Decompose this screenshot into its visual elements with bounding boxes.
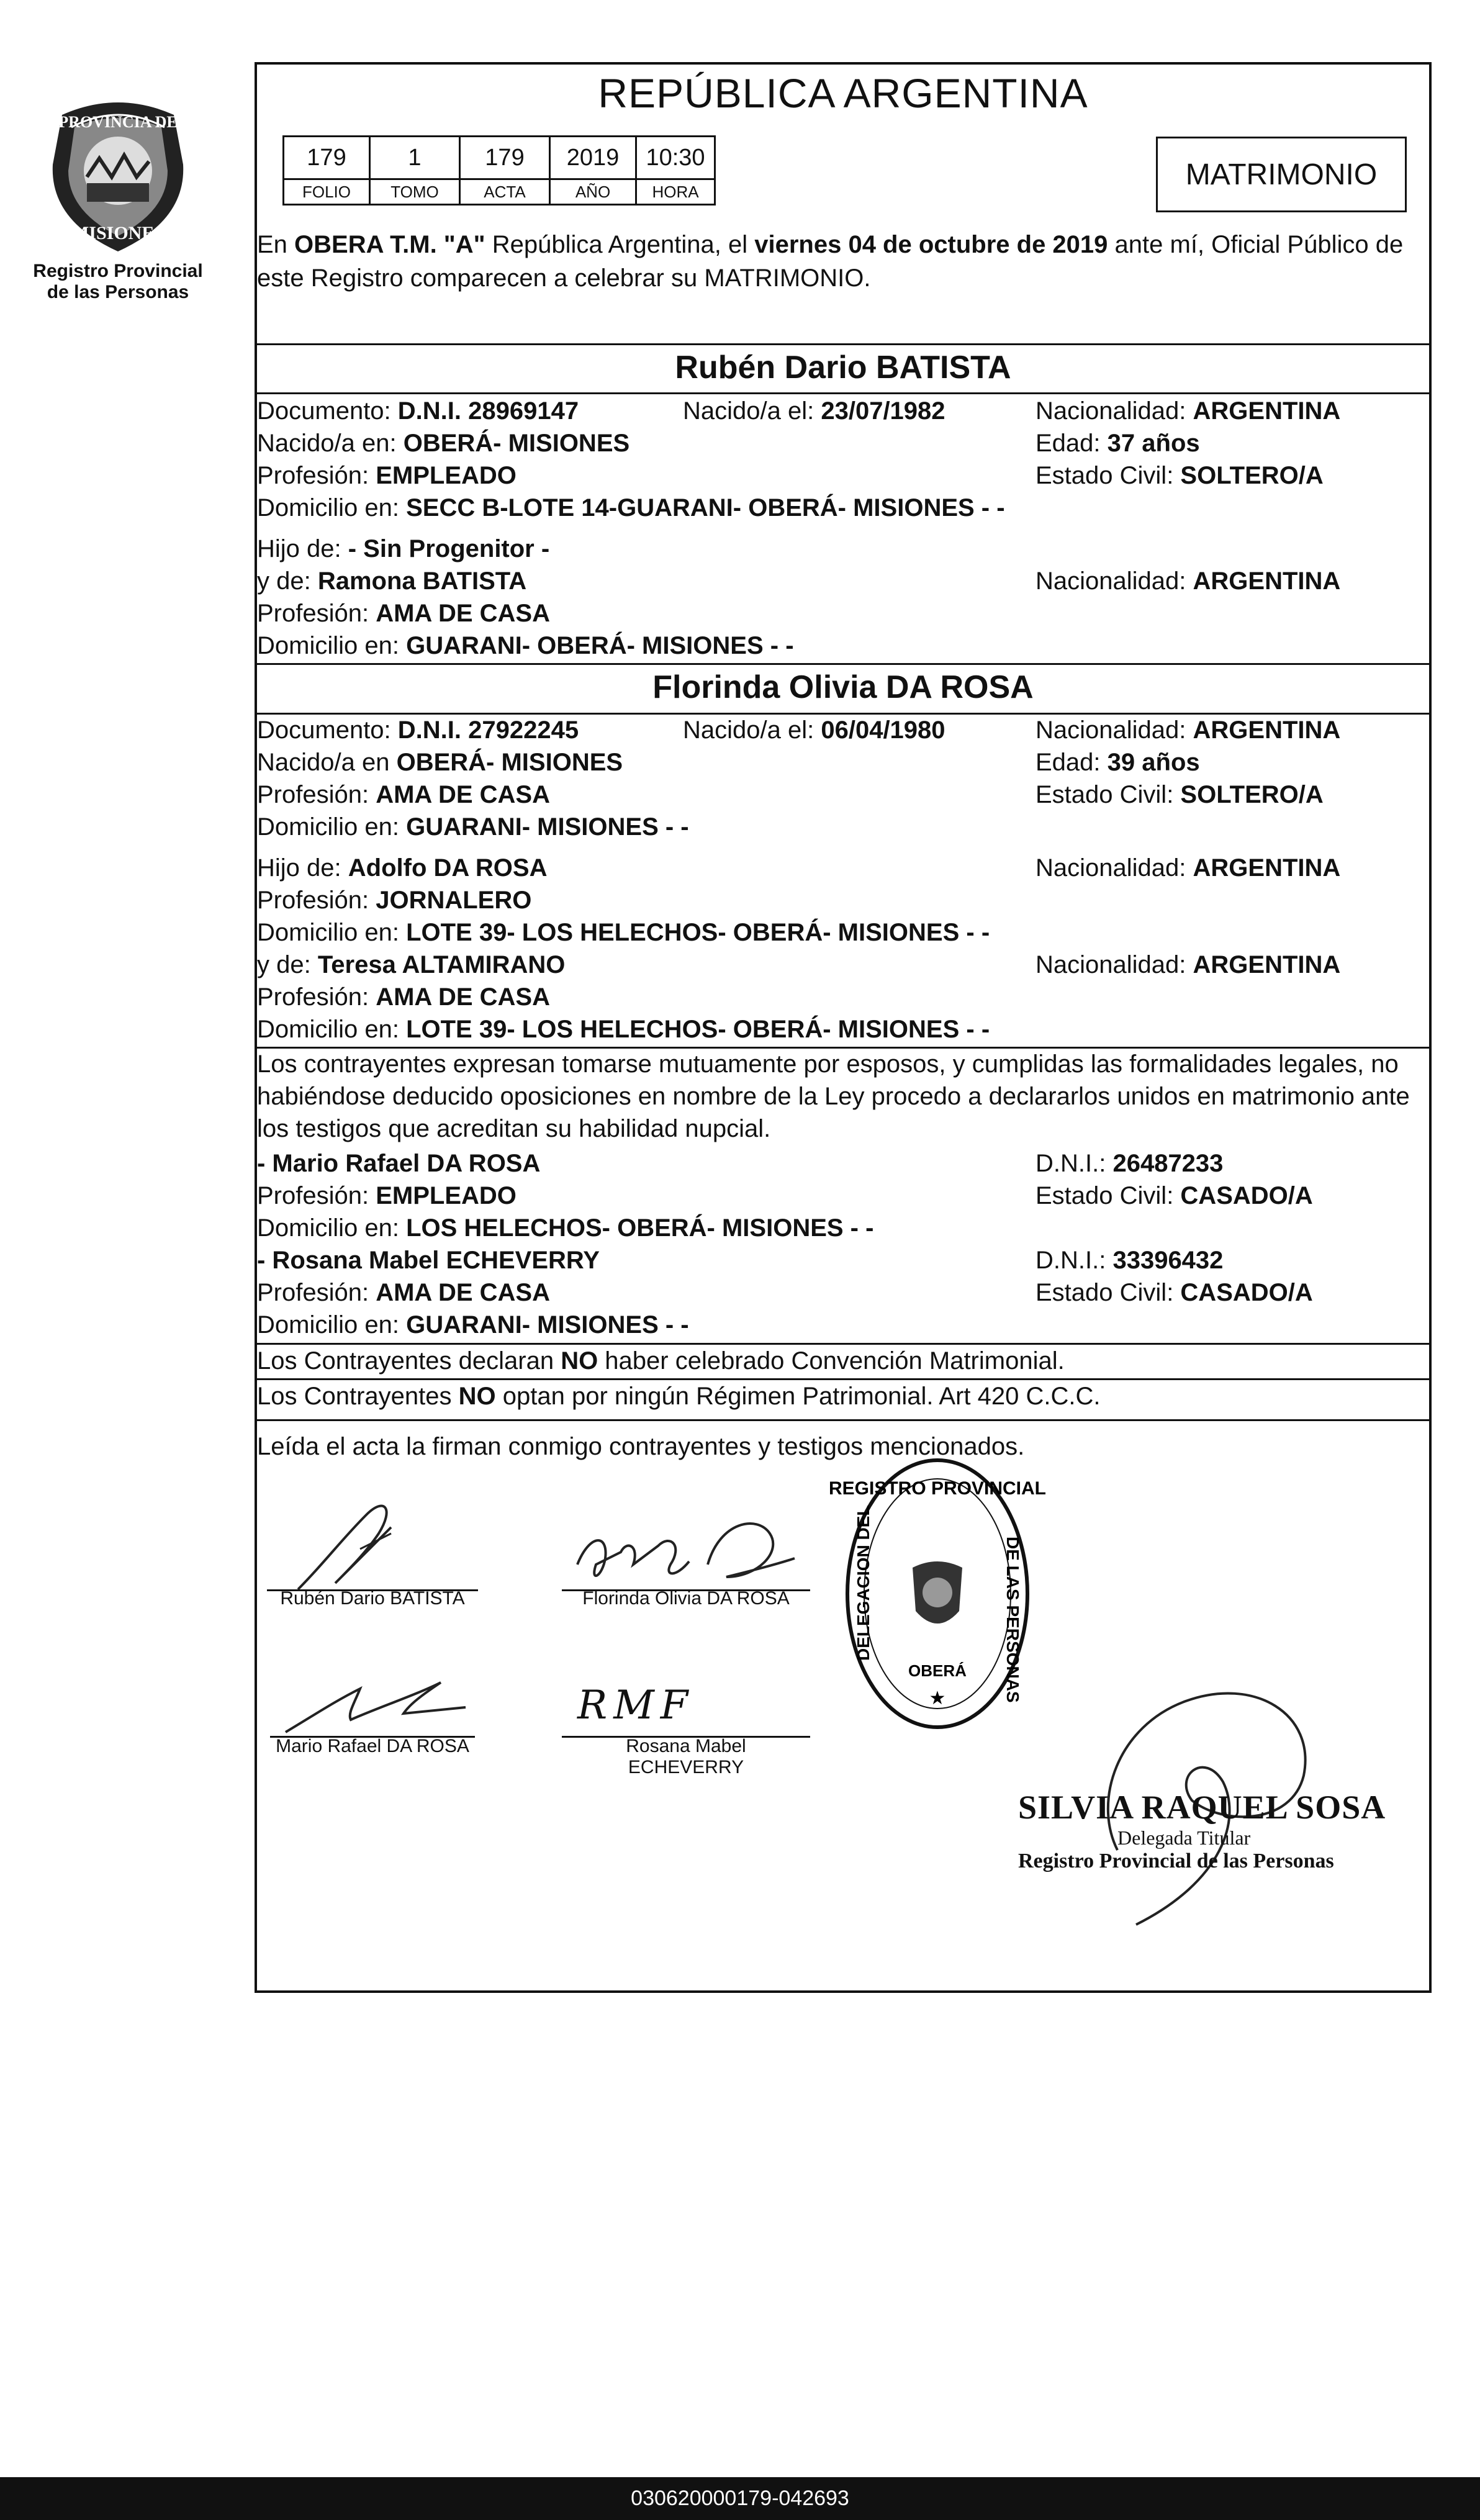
spouse1-parent1: Hijo de: - Sin Progenitor - (257, 535, 550, 562)
witness1-dni: D.N.I.: 26487233 (1036, 1150, 1224, 1177)
spouse2-nationality: Nacionalidad: ARGENTINA (1036, 716, 1341, 744)
acta-label: ACTA (460, 179, 550, 205)
signature-1-label: Rubén Dario BATISTA (280, 1588, 465, 1609)
spouse2-parent1-address: Domicilio en: LOTE 39- LOS HELECHOS- OBERÁ- MISIONES - - (257, 919, 990, 946)
spouse2-parent1-profession: Profesión: JORNALERO (257, 887, 532, 914)
spouse2-parent2-address: Domicilio en: LOTE 39- LOS HELECHOS- OBERÁ- MISIONES - - (257, 1016, 990, 1043)
seal-top-text: REGISTRO PROVINCIAL (828, 1478, 1047, 1499)
spouse1-born-place: Nacido/a en: OBERÁ- MISIONES (257, 430, 630, 457)
intro-place: OBERA T.M. "A" (294, 231, 485, 258)
spouse1-address: Domicilio en: SECC B-LOTE 14-GUARANI- OBERÁ- MISIONES - - (257, 494, 1005, 522)
acta-value: 179 (460, 137, 550, 179)
page-title: REPÚBLICA ARGENTINA (598, 70, 1088, 116)
intro-text-2: República Argentina, el (485, 231, 755, 258)
spouse1-profession: Profesión: EMPLEADO (257, 462, 517, 489)
seal-left-text: DELEGACION DEL (854, 1505, 873, 1661)
spouse2-parent2-profession: Profesión: AMA DE CASA (257, 983, 550, 1011)
official-role: Delegada Titular (1117, 1827, 1251, 1849)
hora-label: HORA (636, 179, 715, 205)
intro-text-3: ante mí, Oficial Público de este Registro comparecen a celebrar su MATRIMONIO. (257, 231, 1404, 292)
record-id-table (282, 135, 716, 205)
spouse2-profession: Profesión: AMA DE CASA (257, 781, 550, 808)
witness2-address: Domicilio en: GUARANI- MISIONES - - (257, 1311, 689, 1339)
closing-statement: Leída el acta la firman conmigo contrayentes y testigos mencionados. (257, 1433, 1025, 1460)
spouse1-parent2: y de: Ramona BATISTA (257, 567, 527, 595)
folio-label: FOLIO (284, 179, 370, 205)
regime-line-1: Los Contrayentes declaran NO haber celebrado Convención Matrimonial. (257, 1347, 1065, 1375)
spouse1-nationality: Nacionalidad: ARGENTINA (1036, 397, 1341, 425)
record-type-box: MATRIMONIO (1156, 137, 1407, 212)
spouse1-civil-status: Estado Civil: SOLTERO/A (1036, 462, 1324, 489)
signature-4-label-line1: Rosana Mabel (626, 1736, 746, 1756)
registry-caption-line2: de las Personas (47, 282, 189, 302)
witness1-civil-status: Estado Civil: CASADO/A (1036, 1182, 1313, 1209)
signature-1-mark (286, 1490, 459, 1596)
witness2-dni: D.N.I.: 33396432 (1036, 1247, 1224, 1274)
witness2-civil-status: Estado Civil: CASADO/A (1036, 1279, 1313, 1306)
provincia-misiones-logo (37, 90, 199, 258)
witness1-name: - Mario Rafael DA ROSA (257, 1150, 541, 1177)
spouse2-born-date: Nacido/a el: 06/04/1980 (683, 716, 945, 744)
spouse1-parent2-nationality: Nacionalidad: ARGENTINA (1036, 567, 1341, 595)
spouse2-name: Florinda Olivia DA ROSA (652, 669, 1034, 705)
registry-caption-line1: Registro Provincial (33, 261, 203, 281)
svg-text:★: ★ (929, 1687, 946, 1709)
spouse2-document: Documento: D.N.I. 27922245 (257, 716, 579, 744)
spouse2-parent2-nationality: Nacionalidad: ARGENTINA (1036, 951, 1341, 978)
official-block (1018, 1788, 1391, 1873)
intro-paragraph (257, 228, 1428, 295)
spouse2-address: Domicilio en: GUARANI- MISIONES - - (257, 813, 689, 841)
official-organization: Registro Provincial de las Personas (1018, 1849, 1334, 1872)
registry-caption (25, 261, 211, 303)
spouse2-parent1: Hijo de: Adolfo DA ROSA (257, 854, 548, 882)
intro-text-1: En (257, 231, 295, 258)
folio-value: 179 (284, 137, 370, 179)
spouse2-born-place: Nacido/a en OBERÁ- MISIONES (257, 749, 623, 776)
spouse2-parent2: y de: Teresa ALTAMIRANO (257, 951, 566, 978)
hora-value: 10:30 (636, 137, 715, 179)
official-name: SILVIA RAQUEL SOSA (1018, 1789, 1386, 1826)
intro-date: viernes 04 de octubre de 2019 (754, 231, 1108, 258)
signature-2-label: Florinda Olivia DA ROSA (582, 1588, 790, 1609)
spouse1-parent2-address: Domicilio en: GUARANI- OBERÁ- MISIONES - - (257, 632, 794, 659)
spouse1-parent2-profession: Profesión: AMA DE CASA (257, 600, 550, 627)
signature-3-mark (279, 1670, 478, 1738)
spouse1-document: Documento: D.N.I. 28969147 (257, 397, 579, 425)
anio-label: AÑO (550, 179, 636, 205)
spouse2-civil-status: Estado Civil: SOLTERO/A (1036, 781, 1324, 808)
seal-right-text: DE LAS PERSONAS (1003, 1537, 1022, 1703)
signature-4-mark: RMF (577, 1682, 695, 1728)
spouse1-age: Edad: 37 años (1036, 430, 1200, 457)
spouse1-name: Rubén Dario BATISTA (675, 350, 1011, 386)
spouse1-born-date: Nacido/a el: 23/07/1982 (683, 397, 945, 425)
declaration-paragraph: Los contrayentes expresan tomarse mutuamente por esposos, y cumplidas las formalidades legales, no habiéndose deducido oposiciones en nombre de la Ley procedo a declararlos unidos en matrimonio ante los testigos que acreditan su habilidad nupcial. (257, 1050, 1410, 1142)
logo-text-bottom: MISIONES (71, 223, 165, 243)
tomo-value: 1 (370, 137, 460, 179)
footer-code: 030620000179-042693 (0, 2477, 1480, 2520)
signature-4-label (562, 1736, 810, 1778)
seal-bottom-text: OBERÁ (908, 1661, 967, 1680)
spouse2-parent1-nationality: Nacionalidad: ARGENTINA (1036, 854, 1341, 882)
tomo-label: TOMO (370, 179, 460, 205)
signature-2-mark (571, 1509, 807, 1596)
signature-3-label: Mario Rafael DA ROSA (276, 1736, 469, 1756)
signature-4-label-line2: ECHEVERRY (628, 1757, 744, 1777)
logo-text-top: PROVINCIA DE (58, 113, 178, 131)
witness1-address: Domicilio en: LOS HELECHOS- OBERÁ- MISIONES - - (257, 1214, 874, 1242)
official-seal (828, 1456, 1047, 1732)
anio-value: 2019 (550, 137, 636, 179)
witness1-profession: Profesión: EMPLEADO (257, 1182, 517, 1209)
witness2-name: - Rosana Mabel ECHEVERRY (257, 1247, 600, 1274)
spouse2-age: Edad: 39 años (1036, 749, 1200, 776)
witness2-profession: Profesión: AMA DE CASA (257, 1279, 550, 1306)
regime-line-2: Los Contrayentes NO optan por ningún Régimen Patrimonial. Art 420 C.C.C. (257, 1383, 1101, 1410)
